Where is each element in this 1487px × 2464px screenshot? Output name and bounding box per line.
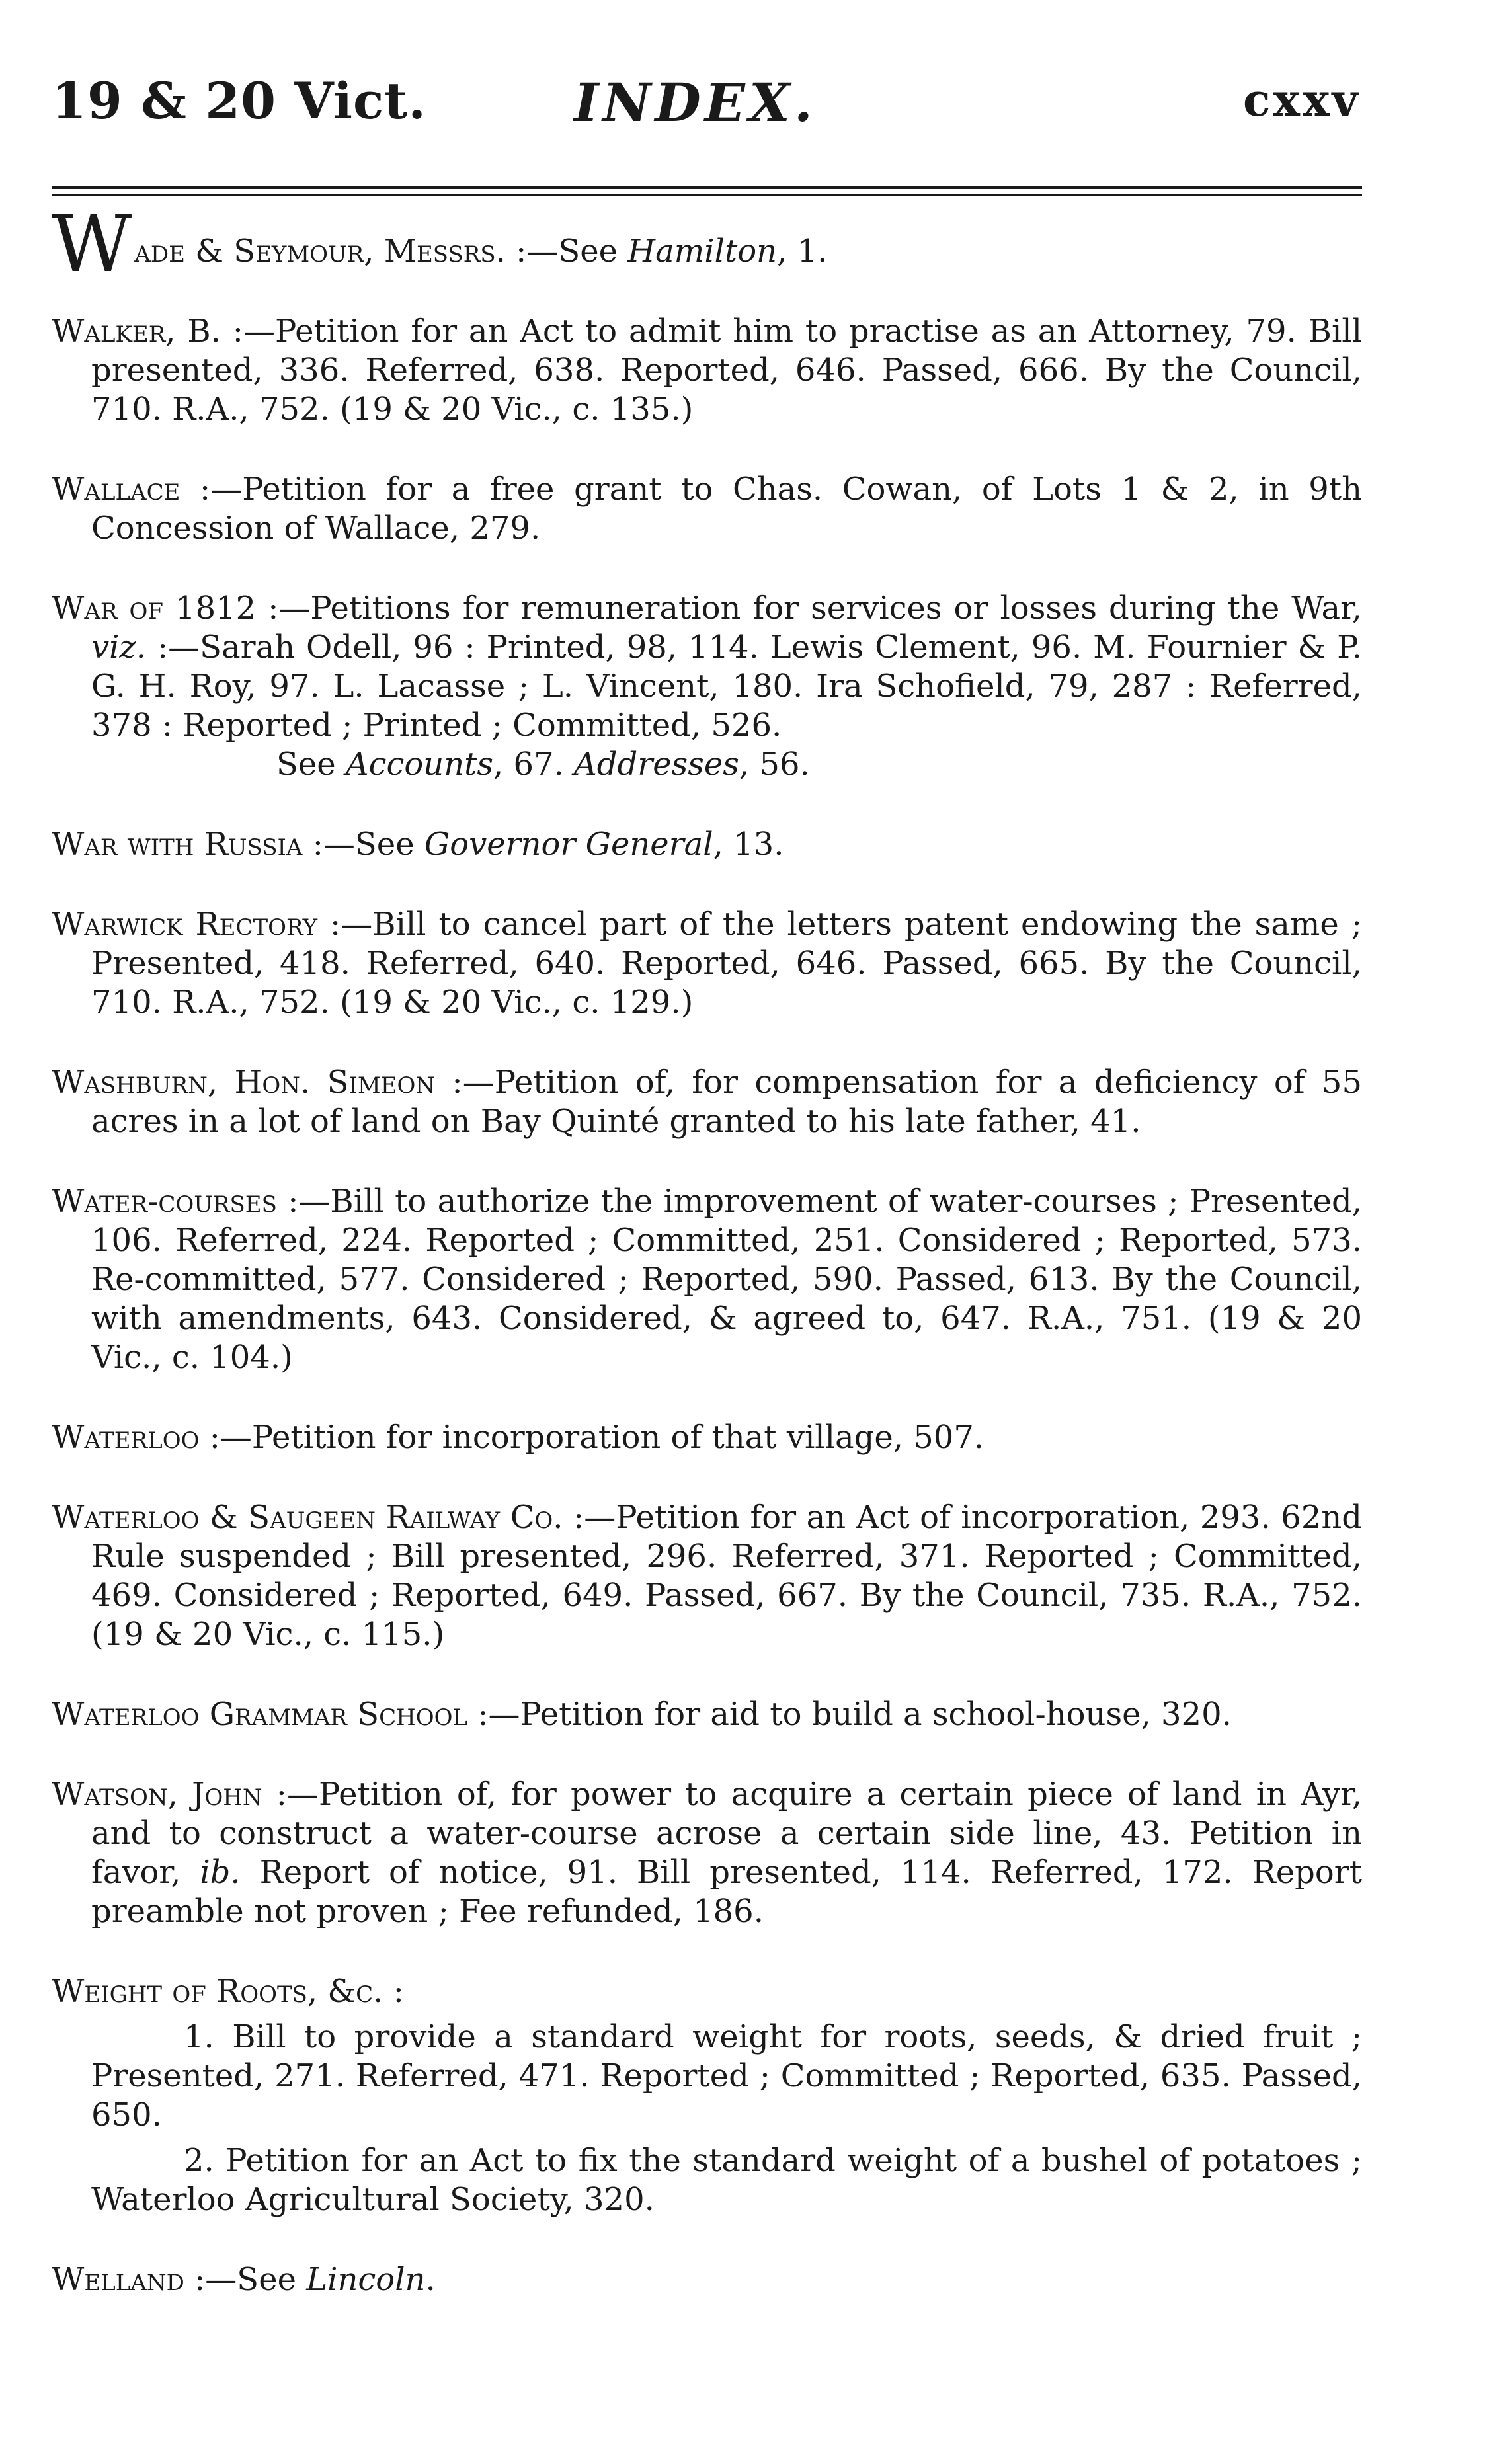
entry-head: Seymour, Messrs. [233, 233, 506, 270]
entry-text: :—Petition for aid to build a school-house, 320. [467, 1696, 1232, 1733]
entry-head: Watson, John [52, 1776, 262, 1813]
entry-head: Warwick Rectory [52, 906, 318, 943]
header-volume: 19 & 20 Vict. [52, 71, 426, 130]
entry-waterloo-saugeen-railway [52, 1498, 1362, 1654]
entry-warwick-rectory [52, 905, 1362, 1022]
see-also-line: See Accounts, 67. Addresses, 56. [276, 746, 810, 783]
entry-waterloo-grammar-school [52, 1695, 1362, 1734]
entry-text: :—Petition for an Act of incorporation, 293. 62nd Rule suspended ; Bill presented, 296. Referred, 371. Reported ; Committed, 469. Considered ; Reported, 649. Passed, 667. By the Council, 735. R.A., 752. (19 & 20 Vic., c. 115.) [91, 1499, 1362, 1653]
drop-cap: W [52, 198, 132, 290]
entry-head: Waterloo [52, 1419, 200, 1456]
entry-wade: Wade & Seymour, Messrs. :—See Hamilton, 1. [52, 198, 828, 290]
entry-head: ade [134, 233, 185, 270]
cross-reference: Governor General [424, 826, 713, 863]
cross-reference: Accounts [345, 746, 494, 783]
sub-item: 2. Petition for an Act to fix the standard weight of a bushel of potatoes ; Waterloo Agricultural Society, 320. [91, 2142, 1362, 2218]
entry-head: War of [52, 590, 163, 627]
entry-water-courses [52, 1182, 1362, 1377]
running-header [52, 71, 1361, 144]
entry-head: War with Russia [52, 826, 303, 863]
entry-text: :—Petition for incorporation of that village, 507. [199, 1419, 985, 1456]
entry-head: Waterloo & Saugeen Railway Co. [52, 1499, 563, 1536]
entry-wallace [52, 470, 1362, 548]
cross-reference: Addresses [574, 746, 739, 783]
entry-text: , B. :—Petition for an Act to admit him to practise as an Attorney, 79. Bill presented, 336. Referred, 638. Reported, 646. Passed, 666. By the Council, 710. R.A., 752. (19 & 20 Vic., c. 135.) [91, 313, 1362, 428]
sub-item: 1. Bill to provide a standard weight for roots, seeds, & dried fruit ; Presented, 271. Referred, 471. Reported ; Committed ; Reported, 635. Passed, 650. [91, 2018, 1362, 2133]
entry-war-with-russia: War with Russia :—See Governor General, 13. [52, 826, 784, 863]
entry-watson: Watson, John :—Petition of, for power to acquire a certain piece of land in Ayr, and to construct a water-course acrose a certain side line, 43. Petition in favor, ib. Report of notice, 91. Bill presented, 114. Referred, 172. Report preamble not proven ; Fee refunded, 186. [52, 1776, 1363, 1930]
entry-head: Welland [52, 2261, 184, 2298]
entry-text: :—Sarah Odell, 96 : Printed, 98, 114. Lewis Clement, 96. M. Fournier & P. G. H. Roy, 97. L. Lacasse ; L. Vincent, 180. Ira Schofield, 79, 287 : Referred, 378 : Reported ; Printed ; Committed, 526. [91, 629, 1362, 744]
header-rule-thin [52, 194, 1362, 196]
entry-welland: Welland :—See Lincoln. [52, 2261, 436, 2298]
entry-walker [52, 312, 1362, 429]
entry-text: :—Bill to cancel part of the letters patent endowing the same ; Presented, 418. Referred, 640. Reported, 646. Passed, 665. By the Council, 710. R.A., 752. (19 & 20 Vic., c. 129.) [91, 906, 1362, 1021]
entry-washburn [52, 1063, 1362, 1141]
entry-text: :—Bill to authorize the improvement of water-courses ; Presented, 106. Referred, 224. Reported ; Committed, 251. Considered ; Reported, 573. Re-committed, 577. Considered ; Reported, 590. Passed, 613. By the Council, with amendments, 643. Considered, & agreed to, 647. R.A., 751. (19 & 20 Vic., c. 104.) [91, 1183, 1362, 1376]
entry-head: Weight of Roots, &c. [52, 1973, 383, 2010]
entry-head: Washburn, Hon. Simeon [52, 1064, 436, 1101]
header-rule-thick [52, 186, 1362, 189]
header-title: INDEX. [574, 71, 817, 134]
entry-text: :—Petition for a free grant to Chas. Cowan, of Lots 1 & 2, in 9th Concession of Wallace, 279. [91, 471, 1362, 547]
entry-weight-of-roots: Weight of Roots, &c. : 1. Bill to provide a standard weight for roots, seeds, & dried fruit ; Presented, 271. Referred, 471. Reported ; Committed ; Reported, 635. Passed, 650. 2. Petition for an Act to fix the standard weight of a bushel of potatoes ; Waterloo Agricultural Society, 320. [52, 1973, 1362, 2218]
entry-head: Wallace [52, 471, 181, 508]
cross-reference: Hamilton [627, 233, 778, 270]
entry-text: Report of notice, 91. Bill presented, 114. Referred, 172. Report preamble not proven ; Fee refunded, 186. [91, 1854, 1362, 1930]
cross-reference: Lincoln [306, 2261, 426, 2298]
entry-war-of-1812: War of 1812 :—Petitions for remuneration for services or losses during the War, viz. :—Sarah Odell, 96 : Printed, 98, 114. Lewis Clement, 96. M. Fournier & P. G. H. Roy, 97. L. Lacasse ; L. Vincent, 180. Ira Schofield, 79, 287 : Referred, 378 : Reported ; Printed ; Committed, 526. See Accounts, 67. Addresses, 56. [52, 590, 1362, 783]
entry-head: Water-courses [52, 1183, 277, 1220]
entry-waterloo [52, 1418, 1362, 1457]
header-page-number: cxxv [1243, 74, 1361, 127]
entry-head: Walker [52, 313, 166, 350]
index-entries [52, 198, 1363, 2340]
entry-text: :—Petition of, for compensation for a deficiency of 55 acres in a lot of land on Bay Quinté granted to his late father, 41. [91, 1064, 1363, 1140]
entry-head: Waterloo Grammar School [52, 1696, 468, 1733]
